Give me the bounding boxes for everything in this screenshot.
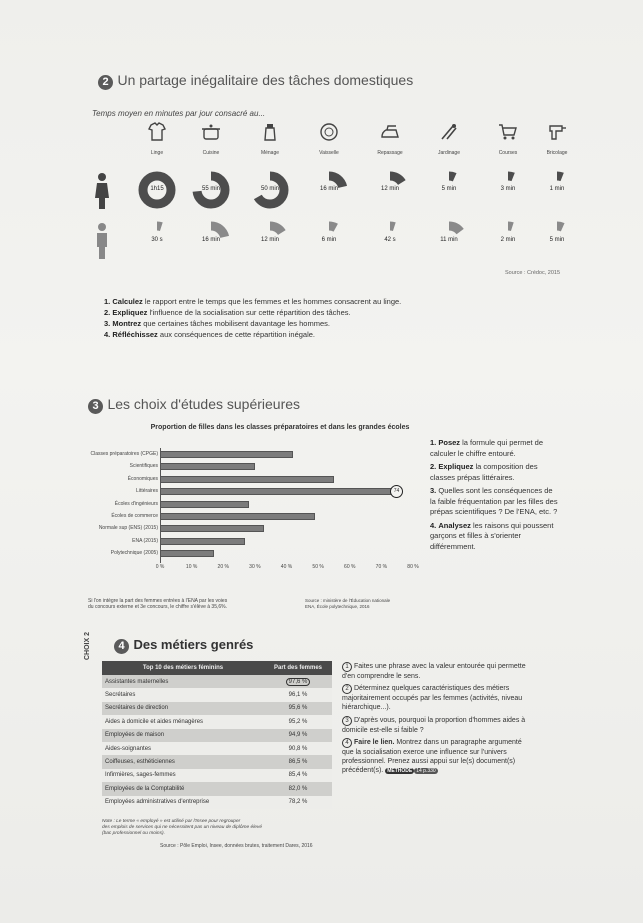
cart-icon	[498, 122, 518, 147]
col-header-share: Part des femmes	[264, 661, 332, 675]
activity-label: Repassage	[377, 150, 403, 156]
x-tick-label: 80 %	[407, 563, 419, 570]
bar	[160, 513, 315, 520]
questions-section-2	[104, 296, 524, 340]
women-time-value: 55 min	[201, 186, 220, 192]
section-title: Des métiers genrés	[133, 637, 254, 652]
category-label: Économiques	[127, 475, 158, 482]
spray-bottle-icon	[260, 122, 280, 147]
x-tick-label: 20 %	[217, 563, 229, 570]
women-time-value: 3 min	[500, 186, 516, 192]
question-2: 2. Expliquez l'influence de la socialisation sur cette répartition des tâches.	[104, 308, 351, 317]
job-share: 78,2 %	[264, 796, 332, 809]
method-ref[interactable]: 14 p.330	[416, 768, 436, 775]
job-name: Coiffeuses, esthéticiennes	[102, 755, 264, 768]
question-3: 3. Quelles sont les conséquences de la faible fréquentation par les filles des prépas scientifiques ? De l'ENA, etc. ?	[430, 486, 558, 516]
job-share: 95,2 %	[264, 715, 332, 728]
section-number: 3	[88, 399, 103, 414]
section-number: 2	[98, 75, 113, 90]
question-1: 1. Calculez le rapport entre le temps que les femmes et les hommes consacrent au linge.	[104, 297, 402, 306]
men-time-value: 5 min	[549, 237, 565, 243]
men-time-value: 6 min	[321, 237, 337, 243]
section-title: Un partage inégalitaire des tâches domestiques	[117, 72, 414, 88]
men-time-value: 30 s	[151, 237, 163, 243]
activity-label: Vaisselle	[319, 150, 339, 156]
x-tick-label: 50 %	[312, 563, 324, 570]
iron-icon	[380, 122, 400, 147]
bar	[160, 550, 214, 557]
table-body	[102, 675, 332, 809]
activity-label: Jardinage	[438, 150, 460, 156]
jobs-table	[102, 661, 332, 809]
activity-label: Ménage	[260, 150, 280, 156]
activity-label: Cuisine	[202, 150, 220, 156]
chart-note: Si l'on intègre la part des femmes entrées à l'ENA par les voies du concours externe et 3e concours, le chiffre s'élève à 35,6%.	[88, 598, 228, 610]
x-tick-label: 40 %	[280, 563, 293, 570]
men-time-value: 12 min	[260, 237, 279, 243]
question-2: 2. Expliquez la composition des classes prépas littéraires.	[430, 462, 538, 482]
table-row	[102, 729, 332, 742]
question-4: 4. Réfléchissez aux conséquences de cette répartition inégale.	[104, 330, 316, 339]
table-header	[102, 661, 332, 675]
x-tick-label: 60 %	[344, 563, 356, 570]
method-badge[interactable]: MÉTHODE	[387, 768, 413, 775]
questions-section-4	[342, 662, 527, 776]
job-share: 82,0 %	[264, 782, 332, 795]
shirt-icon	[147, 122, 167, 147]
question-2: 2 Déterminez quelques caractéristiques des métiers majoritairement occupés par les femmes (activités, niveau hiérarchique...).	[342, 685, 523, 712]
question-1: 1. Posez la formule qui permet de calculer le chiffre entouré.	[430, 438, 544, 458]
job-share: 96,1 %	[264, 688, 332, 701]
table-row	[102, 688, 332, 701]
question-1: 1 Faites une phrase avec la valeur entourée qui permette d'en comprendre le sens.	[342, 663, 526, 680]
question-4: 4. Analysez les raisons qui poussent garçons et filles à s'orienter différemment.	[430, 520, 554, 551]
activity-label: Linge	[150, 150, 164, 156]
job-share: 86,5 %	[264, 755, 332, 768]
table-row	[102, 769, 332, 782]
job-share: 94,9 %	[264, 729, 332, 742]
men-time-value: 11 min	[440, 237, 458, 243]
category-label: Polytechnique (2005)	[110, 550, 158, 557]
table-row	[102, 702, 332, 715]
men-time-value: 16 min	[201, 237, 220, 243]
choix-label: CHOIX 2	[84, 632, 91, 661]
bar	[160, 501, 249, 508]
activity-label: Bricolage	[546, 150, 568, 156]
women-time-value: 5 min	[441, 186, 457, 192]
women-time-value: 1h15	[150, 186, 164, 192]
job-share: 90,8 %	[264, 742, 332, 755]
women-time-value: 50 min	[260, 186, 279, 192]
category-label: ENA (2015)	[132, 537, 158, 544]
job-share: 95,6 %	[264, 702, 332, 715]
pot-icon	[201, 122, 221, 147]
job-share: 97,6 %	[264, 675, 332, 688]
table-source: Source : Pôle Emploi, Insee, données brutes, traitement Dares, 2016	[160, 843, 313, 849]
y-axis	[160, 448, 161, 563]
source-credoc: Source : Crédoc, 2015	[505, 270, 561, 276]
table-row	[102, 796, 332, 809]
chart-title: Proportion de filles dans les classes préparatoires et dans les grandes écoles	[150, 424, 410, 431]
woman-icon	[94, 172, 110, 210]
x-tick-label: 30 %	[249, 563, 261, 570]
drill-icon	[547, 122, 567, 147]
job-share: 85,4 %	[264, 769, 332, 782]
job-name: Employées de maison	[102, 729, 264, 742]
women-time-value: 12 min	[380, 186, 399, 192]
x-tick-label: 0 %	[155, 563, 165, 570]
col-header-job: Top 10 des métiers féminins	[102, 661, 264, 675]
section-3-header	[88, 396, 300, 414]
women-time-value: 16 min	[319, 186, 338, 192]
dish-icon	[319, 122, 339, 147]
table-row	[102, 675, 332, 688]
question-3: 3 D'après vous, pourquoi la proportion d'hommes aides à domicile est-elle si faible ?	[342, 716, 526, 734]
job-name: Employées administratives d'entreprise	[102, 796, 264, 809]
question-3: 3. Montrez que certaines tâches mobilisent davantage les hommes.	[104, 319, 330, 328]
x-tick-label: 10 %	[185, 563, 198, 570]
job-name: Assistantes maternelles	[102, 675, 264, 688]
section-4-header	[114, 636, 253, 654]
bar	[160, 451, 293, 458]
section-number: 4	[114, 639, 129, 654]
category-label: Scientifiques	[129, 463, 158, 470]
job-name: Secrétaires	[102, 688, 264, 701]
men-time-value: 42 s	[384, 237, 396, 243]
bar	[160, 476, 334, 483]
table-note: Note : Le terme « employé » est utilisé par l'Insee pour regrouper des emplois de services qui ne nécessitent pas un niveau de diplôme élevé (bac professionnel ou moins).	[102, 819, 262, 836]
job-name: Secrétaires de direction	[102, 702, 264, 715]
category-label: Normale sup (ENS) (2015)	[98, 525, 158, 532]
bar	[160, 488, 394, 495]
bar	[160, 538, 245, 545]
job-name: Infirmières, sages-femmes	[102, 769, 264, 782]
infographic-subtitle: Temps moyen en minutes par jour consacré au...	[92, 109, 266, 118]
table-row	[102, 742, 332, 755]
table-row	[102, 755, 332, 768]
highlight-value: 74	[390, 485, 403, 498]
table-row	[102, 715, 332, 728]
activity-label: Courses	[498, 150, 518, 156]
job-name: Employées de la Comptabilité	[102, 782, 264, 795]
job-name: Aides-soignantes	[102, 742, 264, 755]
category-label: Écoles d'ingénieurs	[114, 500, 158, 507]
table-row	[102, 782, 332, 795]
bar	[160, 463, 255, 470]
job-name: Aides à domicile et aides ménagères	[102, 715, 264, 728]
section-2-header	[98, 72, 413, 90]
men-time-value: 2 min	[500, 237, 516, 243]
x-tick-label: 70 %	[375, 563, 388, 570]
section-title: Les choix d'études supérieures	[107, 396, 301, 412]
women-time-value: 1 min	[549, 186, 565, 192]
category-label: Littéraires	[136, 488, 158, 495]
chart-source: Source : ministère de l'Éducation nationale ENA, École polytechnique, 2016	[305, 598, 391, 609]
question-4: 4 Faire le lien. Montrez dans un paragraphe argumenté que la socialisation exerce une influence sur l'univers professionnel. Prenez aussi appui sur le(s) document(s) précédent(s). MÉTHODE 14 p.330	[342, 738, 522, 775]
questions-section-3	[430, 438, 560, 552]
man-icon	[94, 222, 110, 260]
garden-tools-icon	[439, 122, 459, 147]
category-label: Écoles de commerce	[111, 513, 158, 519]
category-label: Classes préparatoires (CPGE)	[90, 451, 158, 457]
bar	[160, 525, 264, 532]
